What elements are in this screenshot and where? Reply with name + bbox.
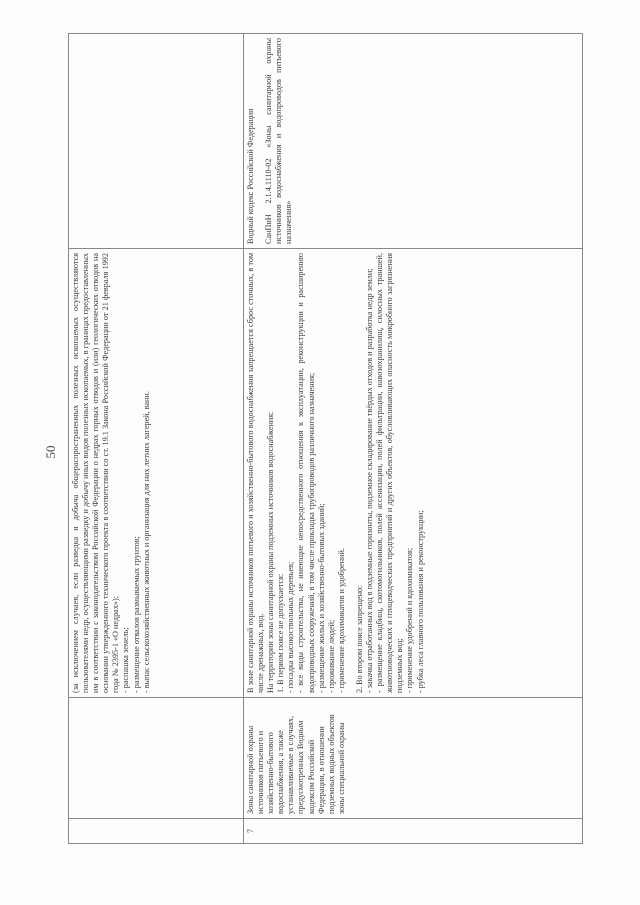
requirement-text: - посадка высокоствольных деревьев;	[286, 561, 296, 693]
table-row	[244, 34, 583, 844]
row-number-cell: 7	[244, 819, 583, 844]
page-number: 50	[43, 445, 58, 459]
requirement-text: - размещение отвалов размываемых грунтов;	[131, 536, 141, 693]
requirements-cell	[69, 249, 244, 698]
zone-name-text: Зоны санитарной охраны источников питьевого и хозяйственно-бытового водоснабжения, а также устанавливаемые в случаях, предусмотренных Водным кодексом Российской Федерации, в отношении подземных водных объектов зоны специальной охраны	[246, 714, 346, 814]
requirement-text: - распашка земель;	[121, 627, 131, 693]
legal-basis-text: СанПиН 2.1.4.1110-02 «Зоны санитарной охраны источников водоснабжения и водопроводов питьевого назначения»	[264, 38, 294, 244]
requirement-text: - рубка леса главного пользования и реконструкции;	[415, 510, 425, 693]
requirement-text: - выпас сельскохозяйственных животных и организация для них летних лагерей, ванн.	[141, 391, 151, 693]
requirements-cell	[244, 249, 583, 698]
paragraph-gap	[347, 253, 355, 693]
paragraph-gap	[256, 38, 264, 244]
rotated-table-container	[68, 38, 583, 844]
zone-name-cell	[69, 698, 244, 819]
regulations-table	[68, 33, 583, 844]
row-number-cell	[69, 819, 244, 844]
table-row	[69, 34, 244, 844]
legal-basis-cell	[244, 34, 583, 249]
requirement-text: (за исключением случаев, если разведка и добыча общераспространенных полезных ископаемых осуществляются пользователями недр, осуществляющими разведку и добычу иных видов полезных ископаемых, в границах предоставленных им в соответствии с законодательством Российской Федерации о недрах горных отводов и (или) геологических отводов на основании утвержденного технического проекта в соответствии со ст. 19.1 Закона Российской Федерации от 21 февраля 1992 года № 2395-1 «О недрах»);	[71, 253, 121, 693]
requirement-text: - применение удобрений и ядохимикатов;	[405, 547, 415, 693]
requirement-text: 2. Во втором поясе запрещено:	[354, 585, 364, 693]
requirement-text: На территории зоны санитарной охраны подземных источников водоснабжения:	[266, 411, 276, 693]
legal-basis-cell	[69, 34, 244, 249]
requirement-text: - закачка отработанных вод в подземные горизонты, подземное складирование твёрдых отходов и разработка недр земли;	[365, 268, 375, 693]
requirement-text: - все виды строительства, не имеющие непосредственного отношения к эксплуатации, реконструкции и расширению водопроводных сооружений, в том числе прокладка трубопроводов различного назначения;	[296, 253, 316, 693]
requirement-text: 1. В первом поясе не допускается:	[276, 573, 286, 693]
legal-basis-text: Водный кодекс Российской Федерации	[246, 108, 255, 244]
zone-name-cell	[244, 698, 583, 819]
requirement-text: - размещение жилых и хозяйственно-бытовых зданий;	[316, 503, 326, 693]
requirement-text: В зоне санитарной охраны источников питьевого и хозяйственно-бытового водоснабжения запрещается сброс сточных, в том числе дренажных, вод.	[246, 253, 266, 693]
requirement-text: - применение ядохимикатов и удобрений.	[336, 548, 346, 693]
requirement-text: - размещение кладбищ, скотомогильников, полей ассенизации, полей фильтрации, навозохранилищ, силосных траншей, животноводческих и птицеводческих предприятий и других объектов, обусловливающих опасность микробного загрязнения подземных вод;	[375, 253, 405, 693]
requirement-text: - проживание людей;	[326, 619, 336, 693]
